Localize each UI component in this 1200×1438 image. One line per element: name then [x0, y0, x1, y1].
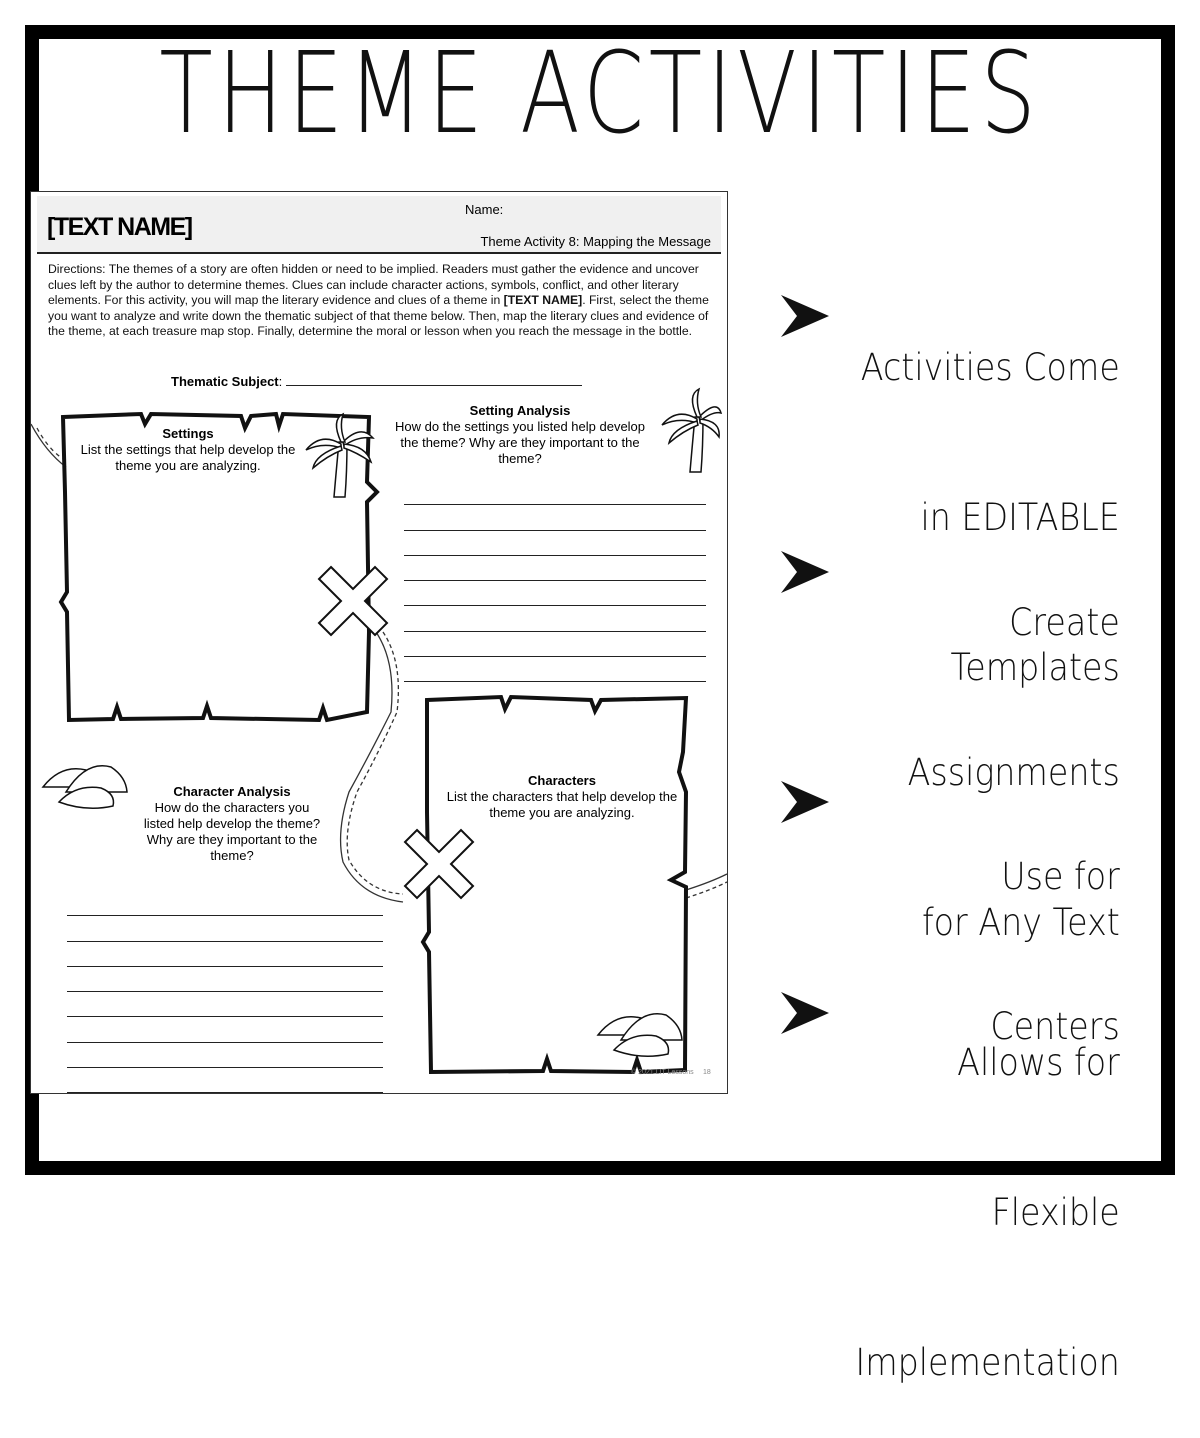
arrow-right-icon: [779, 779, 831, 825]
directions-text-name: [TEXT NAME]: [503, 293, 583, 307]
characters-box-text: [445, 773, 679, 821]
worksheet-preview: [30, 191, 728, 1094]
character-analysis-lines: [67, 891, 383, 1094]
feature-line: Centers: [990, 1005, 1120, 1048]
feature-line: Assignments: [907, 751, 1120, 794]
copyright: © 2021 LIT Lessons: [631, 1069, 694, 1076]
character-analysis-heading: Character Analysis: [173, 784, 291, 799]
directions-part-1: Directions: The themes of a story are often hidden or need to be implied. Readers must gather the evidence and uncover clues left by the author to determine themes. Clues can include character actions, symbols, conflict, and other literary elements. For this activity, you will map the literary evidence and clues of a theme in: [48, 262, 699, 307]
setting-analysis-lines: [404, 480, 706, 682]
name-label: Name:: [465, 202, 504, 217]
thematic-colon: :: [278, 374, 283, 389]
feature-line: Implementation: [855, 1341, 1120, 1384]
settings-box-text: [73, 426, 303, 474]
character-analysis-prompt: How do the characters you listed help develop the theme? Why are they important to the theme?: [143, 800, 321, 863]
feature-line: Allows for: [957, 1041, 1120, 1084]
arrow-right-icon: [779, 293, 831, 339]
character-analysis-text: [139, 784, 325, 864]
banner-title: THEME ACTIVITIES: [159, 29, 1041, 159]
page-number: 18: [703, 1069, 711, 1076]
setting-analysis-heading: Setting Analysis: [469, 403, 571, 418]
activity-title: Theme Activity 8: Mapping the Message: [480, 234, 711, 249]
directions-part-2: . First, select the theme you want to analyze and write down the thematic subject of that theme below. Then, map the literary clues and evidence of the theme, at each treasure map stop. Finally, determine the moral or lesson when you reach the message in the bottle.: [48, 293, 709, 338]
feature-line: in EDITABLE: [920, 496, 1120, 539]
feature-line: Use for: [1001, 855, 1120, 898]
setting-analysis-text: [387, 403, 653, 467]
feature-line: Templates: [950, 646, 1120, 689]
arrow-right-icon: [779, 549, 831, 595]
feature-line: Create: [1009, 601, 1120, 644]
rock-icon: [598, 1014, 682, 1057]
feature-line: Flexible: [991, 1191, 1120, 1234]
characters-prompt: List the characters that help develop the theme you are analyzing.: [446, 789, 678, 820]
rock-icon: [43, 766, 127, 809]
settings-heading: Settings: [162, 426, 214, 441]
feature-line: for Any Text: [922, 901, 1120, 944]
palm-tree-icon: [306, 414, 373, 497]
settings-prompt: List the settings that help develop the theme you are analyzing.: [80, 442, 296, 473]
palm-tree-icon: [662, 389, 721, 472]
feature-line: Activities Come: [860, 346, 1120, 389]
setting-analysis-prompt: How do the settings you listed help develop the theme? Why are they important to the theme?: [394, 419, 646, 466]
feature-flexible-implementation: [856, 938, 1120, 1438]
characters-heading: Characters: [528, 773, 596, 788]
thematic-subject-label: Thematic Subject: [171, 374, 279, 389]
arrow-right-icon: [779, 990, 831, 1036]
worksheet-title: [TEXT NAME]: [47, 213, 192, 241]
